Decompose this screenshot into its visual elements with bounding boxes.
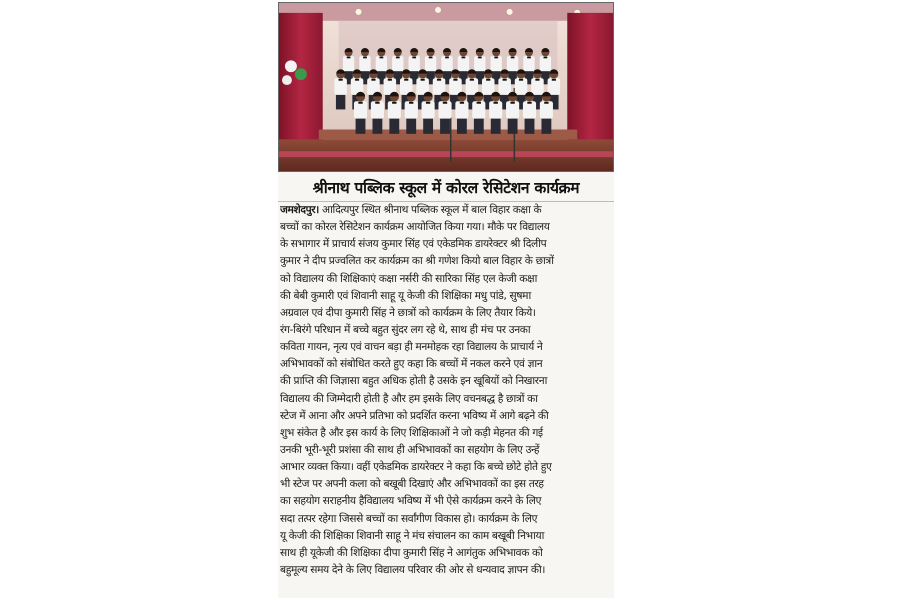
article-dateline: जमशेदपुर।	[280, 204, 319, 216]
article-line: बहुमूल्य समय देने के लिए विद्यालय परिवार की ओर से धन्यवाद ज्ञापन की।	[280, 563, 546, 576]
article-line: को विद्यालय की शिक्षिकाएं कक्षा नर्सरी की सारिका सिंह एल केजी कक्षा	[280, 272, 538, 285]
article-line: यू केजी की शिक्षिका शिवानी साहू ने मंच संचालन का काम बखूबी निभाया	[280, 529, 545, 542]
balloon-white	[285, 60, 297, 72]
article-line: आभार व्यक्त किया। वहीं एकेडमिक डायरेक्टर ने कहा कि बच्चे छोटे होते हुए	[280, 461, 552, 474]
choir-photo-illustration	[279, 3, 613, 171]
article-line: कुमार ने दीप प्रज्वलित कर कार्यक्रम का श्री गणेश कियो बाल विहार के छात्रों	[280, 255, 554, 268]
article-line: का सहयोग सराहनीय हैविद्यालय भविष्य में भी ऐसे कार्यक्रम करने के लिए	[280, 495, 542, 508]
ceiling-light	[356, 9, 362, 15]
ceiling-light	[435, 7, 441, 13]
article-body	[280, 202, 612, 579]
article-line: रंग-बिरंगे परिधान में बच्चे बहुत सुंदर लग रहे थे, साथ ही मंच पर उनका	[280, 323, 531, 336]
choir-photo	[278, 2, 614, 172]
article-line: की बेबी कुमारी एवं शिवानी साहू यू केजी की शिक्षिका मधु पांडे, सुषमा	[280, 289, 531, 302]
article-line: के सभागार में प्राचार्य संजय कुमार सिंह एवं एकेडमिक डायरेक्टर श्री दिलीप	[280, 238, 547, 251]
article-line: बच्चों का कोरल रेसिटेशन कार्यक्रम आयोजित किया गया। मौके पर विद्यालय	[280, 221, 550, 234]
article-line: अग्रवाल एवं दीपा कुमारी सिंह ने छात्रों को कार्यक्रम के लिए तैयार किये।	[280, 306, 536, 319]
balloon-white	[282, 75, 292, 85]
balloon-green	[295, 68, 307, 80]
article-line: की प्राप्ति की जिज्ञासा बहुत अधिक होती है उसके इन खूबियों को निखारना	[280, 375, 548, 388]
stage-edge	[279, 151, 613, 157]
article-line: शुभ संकेत है और इस कार्य के लिए शिक्षिकाओं ने जो कड़ी मेहनत की गई	[280, 426, 543, 439]
article-line: साथ ही यूकेजी की शिक्षिका दीपा कुमारी सिंह ने आगंतुक अभिभावक को	[280, 546, 543, 559]
article-line: अभिभावकों को संबोधित करते हुए कहा कि बच्चों में नकल करने एवं ज्ञान	[280, 358, 543, 371]
article-line: उनकी भूरी-भूरी प्रशंसा की साथ ही अभिभावकों का सहयोग के लिए उन्हें	[280, 443, 540, 456]
article-headline: श्रीनाथ पब्लिक स्कूल में कोरल रेसिटेशन कार्यक्रम	[312, 179, 580, 197]
article-line: भी स्टेज पर अपनी कला को बखूबी दिखाएं और अभिभावकों का इस तरह	[280, 478, 544, 491]
article-line-text: आदित्यपुर स्थित श्रीनाथ पब्लिक स्कूल में बाल विहार कक्षा के	[318, 204, 542, 216]
ceiling-light	[507, 9, 513, 15]
article-line	[280, 202, 612, 219]
article-line: सदा तत्पर रहेगा जिससे बच्चों का सर्वांगीण विकास हो। कार्यक्रम के लिए	[280, 512, 538, 525]
news-clipping	[278, 2, 614, 598]
article-line: विद्यालय की जिम्मेदारी होती है और हम इसके लिए वचनबद्ध है छात्रों का	[280, 392, 538, 405]
article-line: कविता गायन, नृत्य एवं वाचन बड़ा ही मनमोहक रहा विद्यालय के प्राचार्य ने	[280, 341, 543, 354]
ceiling-band	[279, 3, 613, 21]
article-line: स्टेज में आना और अपने प्रतिभा को प्रदर्शित करना भविष्य में आगे बढ़ने की	[280, 409, 549, 422]
